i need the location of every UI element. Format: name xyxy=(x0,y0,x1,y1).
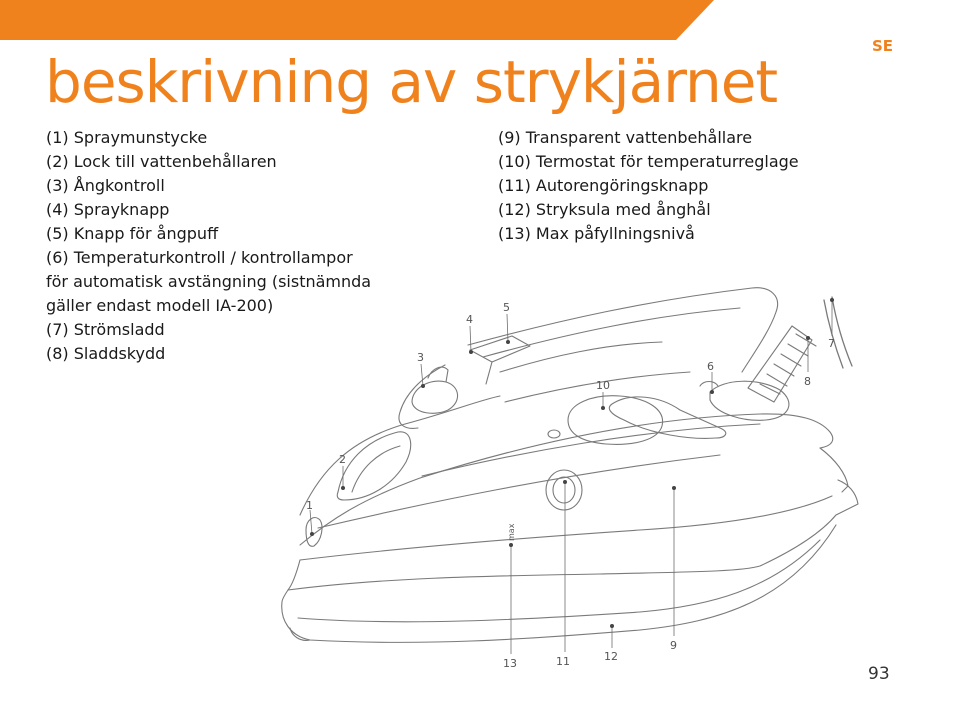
callout-label: 2 xyxy=(339,453,346,466)
callout-label: 13 xyxy=(503,657,517,670)
callout-label: 12 xyxy=(604,650,618,663)
list-item: (9) Transparent vattenbehållare xyxy=(498,128,753,147)
callout-label: 8 xyxy=(804,375,811,388)
list-item: (13) Max påfyllningsnivå xyxy=(498,224,695,243)
callout-label: 7 xyxy=(828,337,835,350)
list-item: (4) Sprayknapp xyxy=(46,200,170,219)
list-item: (8) Sladdskydd xyxy=(46,344,166,363)
callout-label: 5 xyxy=(503,301,510,314)
callout-label: 10 xyxy=(596,379,610,392)
list-item: (3) Ångkontroll xyxy=(46,176,165,195)
page-number: 93 xyxy=(868,664,890,684)
list-item: (6) Temperaturkontroll / kontrollampor xyxy=(46,248,353,267)
list-item: (7) Strömsladd xyxy=(46,320,165,339)
list-item: (10) Termostat för temperaturreglage xyxy=(498,152,799,171)
list-item: (5) Knapp för ångpuff xyxy=(46,224,219,243)
list-item: gäller endast modell IA-200) xyxy=(46,296,274,315)
callout-label: 6 xyxy=(707,360,714,373)
max-fill-label: max xyxy=(507,523,516,541)
list-item: (2) Lock till vattenbehållaren xyxy=(46,152,277,171)
list-item: (11) Autorengöringsknapp xyxy=(498,176,709,195)
callout-label: 3 xyxy=(417,351,424,364)
list-item: (1) Spraymunstycke xyxy=(46,128,208,147)
list-item: (12) Stryksula med ånghål xyxy=(498,200,711,219)
list-item: för automatisk avstängning (sistnämnda xyxy=(46,272,372,291)
callout-label: 9 xyxy=(670,639,677,652)
page-title: beskrivning av strykjärnet xyxy=(45,48,778,116)
callout-label: 1 xyxy=(306,499,313,512)
callout-label: 4 xyxy=(466,313,473,326)
callout-label: 11 xyxy=(556,655,570,668)
language-tag: SE xyxy=(872,37,894,55)
